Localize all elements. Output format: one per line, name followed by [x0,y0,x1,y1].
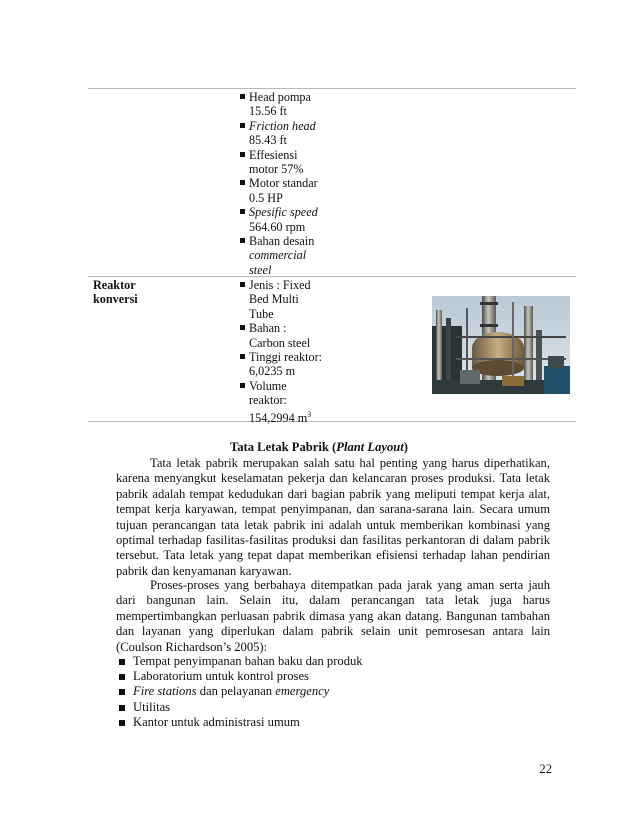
spec-label: Head pompa [249,90,311,104]
spec-value: reaktor: [249,393,287,408]
list-item [237,350,329,379]
list-item [237,278,329,321]
spec-value: 0.5 HP [249,190,283,205]
spec-value: 564.60 rpm [249,219,306,234]
list-item [237,148,329,177]
spec-value: steel [249,262,272,277]
equipment-name: Reaktor konversi [93,278,138,307]
spec-label: Jenis : Fixed [249,278,311,292]
list-item [237,234,329,277]
paragraph-2: Proses-proses yang berbahaya ditempatkan pada jarak yang aman serta jauh dari bangunan lain. Selain itu, dalam perancangan tata letak juga harus mempertimbangkan perluasan pabrik dimasa yang akan datang. Bangunan tambahan dan layanan yang diperlukan dalam pabrik selain unit pemrosesan antara lain (Coulson Richardson’s 2005): [116,578,550,654]
section-heading: Tata Letak Pabrik (Plant Layout) [230,440,408,454]
list-item [237,379,329,425]
spec-value: 6,0235 m [249,364,296,379]
spec-label: Friction head [249,118,316,133]
spec-label: Tinggi reaktor: [249,350,323,365]
spec-value: commercial [249,248,307,263]
spec-value: 154,2994 m [249,410,308,425]
list-item [237,119,329,148]
list-item [237,321,329,350]
list-item: Fire stations dan pelayanan emergency [116,684,550,699]
spec-value: Bed Multi [249,292,299,307]
superscript: 3 [307,409,312,419]
spec-value: 15.56 ft [249,104,287,119]
list-item: Utilitas [116,700,550,715]
list-item [237,90,329,119]
spec-value: Tube [249,306,274,321]
spec-value: Carbon steel [249,335,311,350]
pump-spec-list [237,90,329,277]
spec-value: 85.43 ft [249,133,287,148]
table-rule-bottom [88,421,576,422]
page-number: 22 [539,762,552,776]
list-item: Tempat penyimpanan bahan baku dan produk [116,654,550,669]
list-item: Laboratorium untuk kontrol proses [116,669,550,684]
list-item [237,205,329,234]
table-rule-middle [88,276,576,277]
list-item: Kantor untuk administrasi umum [116,715,550,730]
paragraph-1: Tata letak pabrik merupakan salah satu hal penting yang harus diperhatikan, karena menyangkut keselamatan pekerja dan kelancaran proses produksi. Tata letak pabrik adalah tempat kedudukan dari bagian pabrik yang meliputi tempat kerja alat, tempat kerja karyawan, tempat penyimpanan, dan sarana-sarana lain. Secara umum tujuan perancangan tata letak pabrik ini adalah untuk memberikan kombinasi yang optimal terhadap fasilitas-fasilitas produksi dan fasilitas perkantoran di dalam pabrik tersebut. Tata letak yang tepat dapat memberikan efisiensi terhadap lahan pendirian pabrik dan kenyamanan karyawan. [116,456,550,578]
spec-value: motor 57% [249,162,304,177]
spec-label: Motor standar [249,176,318,191]
table-rule-top [88,88,576,89]
spec-label: Effesiensi [249,147,298,162]
spec-label: Volume [249,378,287,393]
spec-label: Bahan desain [249,234,315,249]
list-item [237,176,329,205]
spec-label: Spesific speed [249,205,318,220]
reactor-photo [432,296,570,394]
building-list [116,654,550,730]
spec-label: Bahan : [249,321,287,336]
reactor-spec-list [237,278,329,425]
